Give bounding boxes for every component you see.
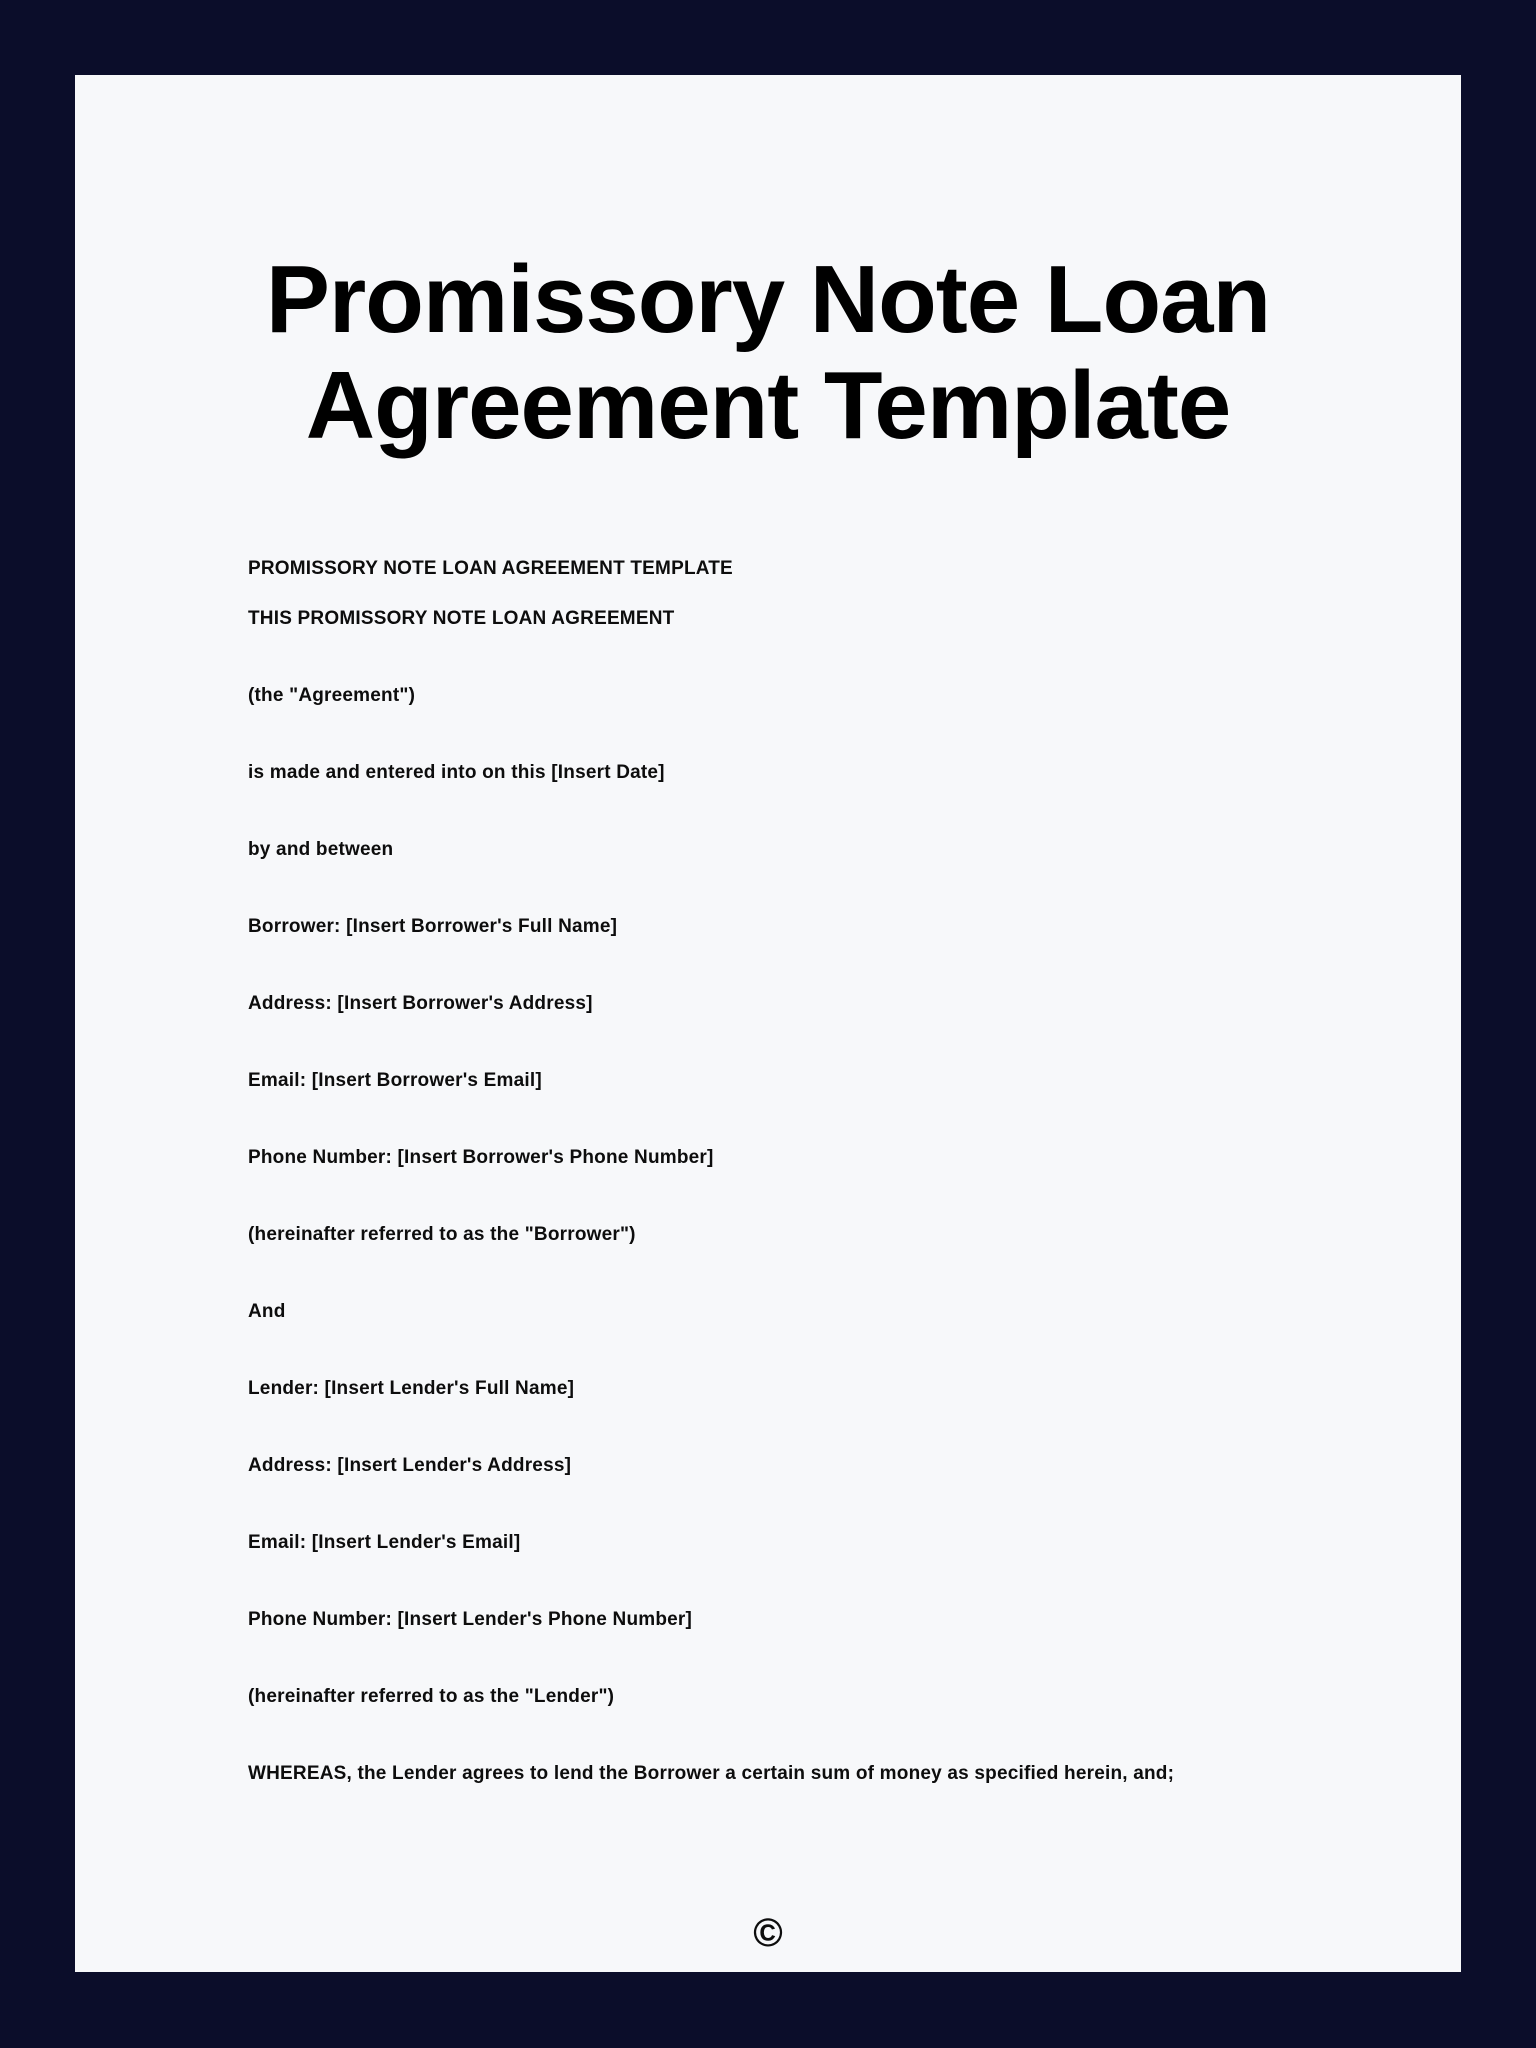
paragraph: And <box>248 1301 286 1323</box>
paragraph: THIS PROMISSORY NOTE LOAN AGREEMENT <box>248 608 675 630</box>
paragraph: Email: [Insert Borrower's Email] <box>248 1070 542 1092</box>
paragraph: Phone Number: [Insert Lender's Phone Number] <box>248 1609 693 1631</box>
paragraph: Address: [Insert Borrower's Address] <box>248 993 593 1015</box>
paragraph: Address: [Insert Lender's Address] <box>248 1455 572 1477</box>
paragraph: Borrower: [Insert Borrower's Full Name] <box>248 916 618 938</box>
paragraph: Lender: [Insert Lender's Full Name] <box>248 1378 575 1400</box>
paragraph: by and between <box>248 839 394 861</box>
paragraph: PROMISSORY NOTE LOAN AGREEMENT TEMPLATE <box>248 558 733 580</box>
paragraph: Phone Number: [Insert Borrower's Phone Number] <box>248 1147 714 1169</box>
document-page <box>75 75 1461 1972</box>
paragraph: Email: [Insert Lender's Email] <box>248 1532 521 1554</box>
page-title: Promissory Note Loan Agreement Template <box>265 246 1271 459</box>
paragraph: is made and entered into on this [Insert Date] <box>248 762 665 784</box>
paragraph: WHEREAS, the Lender agrees to lend the Borrower a certain sum of money as specified herein, and; <box>248 1763 1175 1785</box>
paragraph: (the "Agreement") <box>248 685 416 707</box>
paragraph: (hereinafter referred to as the "Lender") <box>248 1686 615 1708</box>
copyright-icon: © <box>753 1911 783 1955</box>
document-body <box>248 458 1331 1840</box>
paragraph: (hereinafter referred to as the "Borrower") <box>248 1224 636 1246</box>
